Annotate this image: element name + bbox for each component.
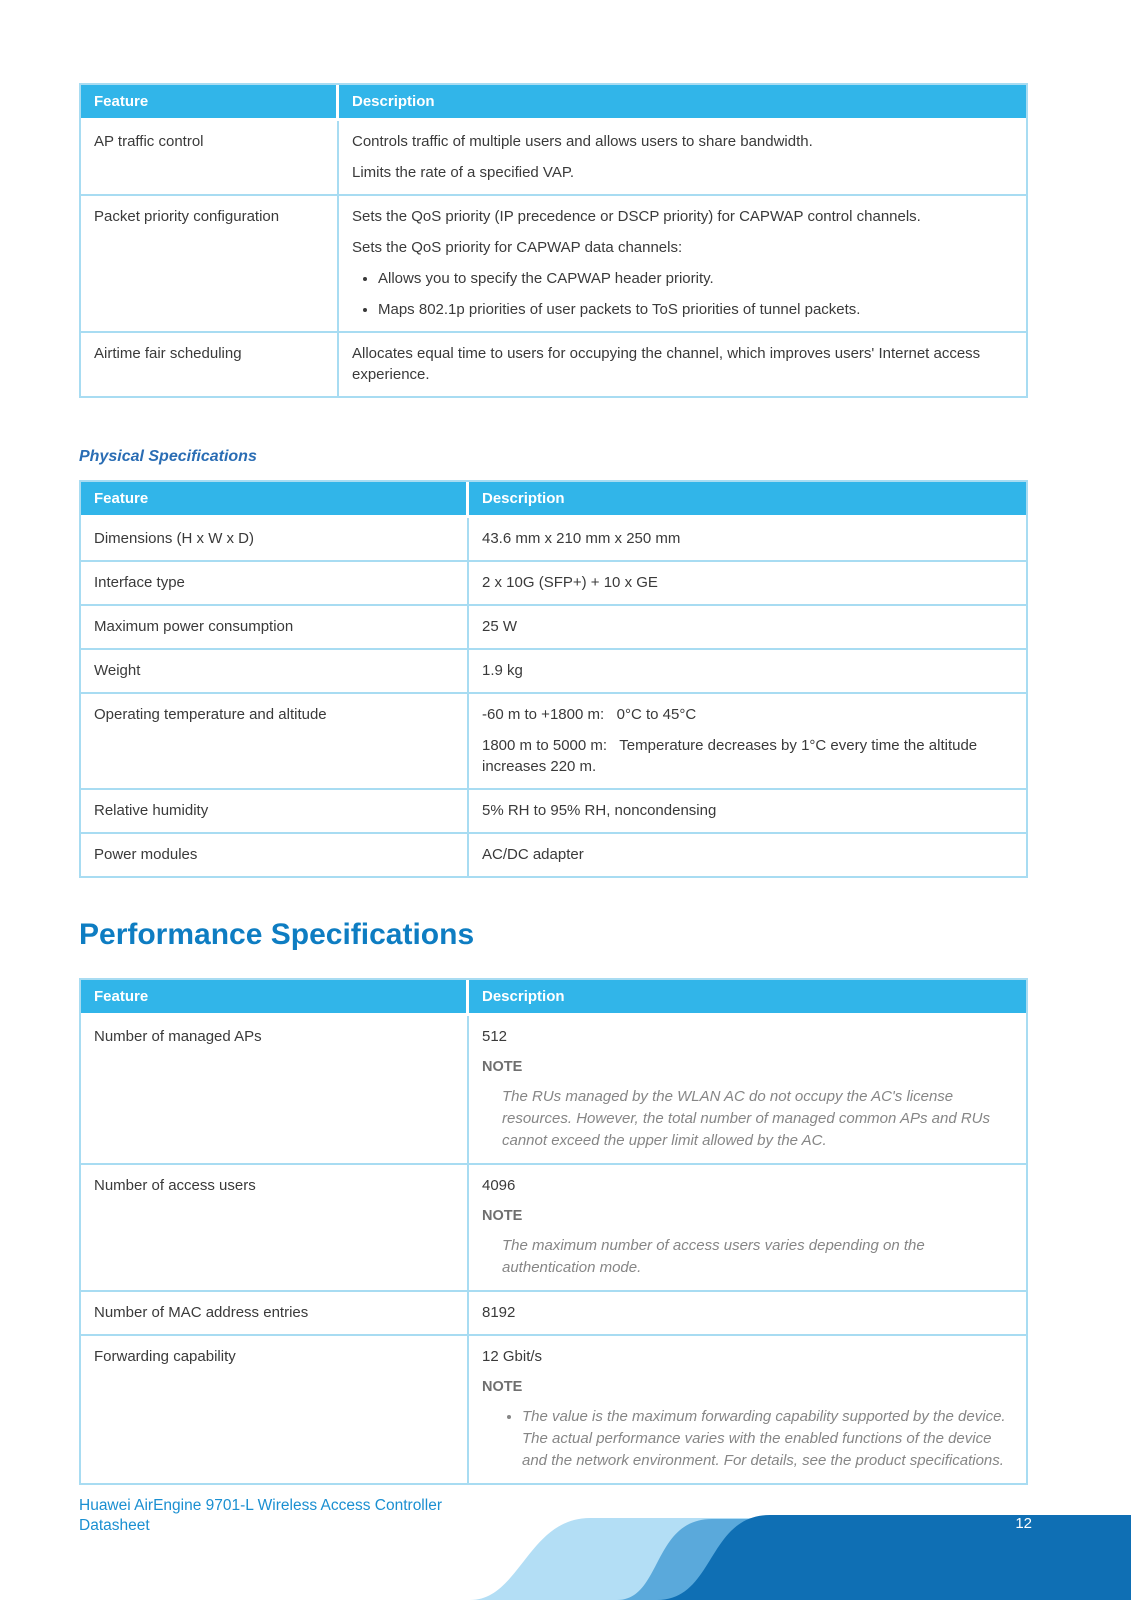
- description-line: 43.6 mm x 210 mm x 250 mm: [482, 530, 681, 547]
- footer-title-line2: Datasheet: [79, 1517, 150, 1534]
- table-row: [81, 121, 1026, 196]
- description-cell: [469, 694, 1026, 790]
- table-row: [81, 333, 1026, 396]
- feature-cell: Number of MAC address entries: [81, 1292, 469, 1336]
- description-cell: [469, 1292, 1026, 1336]
- feature-cell: Relative humidity: [81, 790, 469, 834]
- description-line: 5% RH to 95% RH, noncondensing: [482, 802, 717, 819]
- spec-value: 8192: [482, 1304, 516, 1321]
- qos-feature-table: [79, 83, 1028, 398]
- note-label: NOTE: [482, 1379, 523, 1395]
- description-line: -60 m to +1800 m: 0°C to 45°C: [482, 706, 697, 723]
- feature-cell: AP traffic control: [81, 121, 339, 196]
- description-line: AC/DC adapter: [482, 846, 584, 863]
- note-text: The maximum number of access users varies depending on the authentication mode.: [502, 1237, 925, 1276]
- table-row: [81, 562, 1026, 606]
- page-heading-performance-specifications: Performance Specifications: [79, 918, 475, 951]
- description-cell: [339, 121, 1026, 196]
- spec-value: 512: [482, 1028, 508, 1045]
- description-cell: [469, 518, 1026, 562]
- footer-document-title: [79, 1496, 442, 1536]
- spec-value: 12 Gbit/s: [482, 1348, 543, 1365]
- note-label: NOTE: [482, 1208, 523, 1224]
- description-line: 1.9 kg: [482, 662, 523, 679]
- description-cell: [469, 790, 1026, 834]
- table-row: [81, 518, 1026, 562]
- description-line: Sets the QoS priority (IP precedence or DSCP priority) for CAPWAP control channels.: [352, 208, 921, 225]
- table-row: [81, 694, 1026, 790]
- feature-cell: Airtime fair scheduling: [81, 333, 339, 396]
- feature-cell: Number of access users: [81, 1165, 469, 1292]
- section-heading-physical-specifications: Physical Specifications: [79, 448, 257, 465]
- note-bullet-list: [482, 1406, 1013, 1472]
- description-cell: [339, 333, 1026, 396]
- description-line: 25 W: [482, 618, 518, 635]
- column-header-feature: Feature: [81, 85, 339, 121]
- feature-cell: Operating temperature and altitude: [81, 694, 469, 790]
- feature-cell: Dimensions (H x W x D): [81, 518, 469, 562]
- feature-cell: Number of managed APs: [81, 1016, 469, 1165]
- performance-specifications-table: [79, 978, 1028, 1485]
- description-cell: [469, 1016, 1026, 1165]
- description-cell: [339, 196, 1026, 333]
- column-header-description: Description: [469, 482, 1026, 518]
- description-cell: [469, 1336, 1026, 1483]
- table-row: [81, 606, 1026, 650]
- table-row: [81, 834, 1026, 876]
- description-line: Controls traffic of multiple users and allows users to share bandwidth.: [352, 133, 813, 150]
- column-header-feature: Feature: [81, 482, 469, 518]
- table-row: [81, 790, 1026, 834]
- feature-cell: Power modules: [81, 834, 469, 876]
- description-line: 1800 m to 5000 m: Temperature decreases by 1°C every time the altitude increases 220 m.: [482, 737, 978, 775]
- feature-cell: Interface type: [81, 562, 469, 606]
- description-cell: [469, 650, 1026, 694]
- footer-title-line1: Huawei AirEngine 9701-L Wireless Access Controller: [79, 1497, 442, 1514]
- table-row: [81, 1016, 1026, 1165]
- column-header-description: Description: [469, 980, 1026, 1016]
- description-line: Sets the QoS priority for CAPWAP data channels:: [352, 239, 683, 256]
- table-header-row: [81, 85, 1026, 121]
- table-row: [81, 196, 1026, 333]
- table-header-row: [81, 980, 1026, 1016]
- feature-cell: Weight: [81, 650, 469, 694]
- table-row: [81, 650, 1026, 694]
- physical-specifications-table: [79, 480, 1028, 878]
- table-row: [81, 1165, 1026, 1292]
- description-line: Limits the rate of a specified VAP.: [352, 164, 575, 181]
- spec-value: 4096: [482, 1177, 516, 1194]
- bullet-item: • Maps 802.1p priorities of user packets to ToS priorities of tunnel packets.: [378, 299, 1013, 320]
- table-row: [81, 1292, 1026, 1336]
- description-line: Allocates equal time to users for occupying the channel, which improves users' Internet access experience.: [352, 345, 981, 383]
- note-bullet-item: • The value is the maximum forwarding capability supported by the device. The actual performance varies with the enabled functions of the device and the network environment. For details, see the product specifications.: [522, 1406, 1013, 1472]
- table-header-row: [81, 482, 1026, 518]
- page-number: 12: [1015, 1515, 1032, 1532]
- note-label: NOTE: [482, 1059, 523, 1075]
- description-cell: [469, 606, 1026, 650]
- column-header-feature: Feature: [81, 980, 469, 1016]
- description-cell: [469, 834, 1026, 876]
- feature-cell: Maximum power consumption: [81, 606, 469, 650]
- feature-cell: Packet priority configuration: [81, 196, 339, 333]
- bullet-list: [352, 268, 1013, 320]
- description-line: 2 x 10G (SFP+) + 10 x GE: [482, 574, 658, 591]
- table-row: [81, 1336, 1026, 1483]
- note-text: The RUs managed by the WLAN AC do not occupy the AC's license resources. However, the total number of managed common APs and RUs cannot exceed the upper limit allowed by the AC.: [502, 1088, 991, 1149]
- column-header-description: Description: [339, 85, 1026, 121]
- description-cell: [469, 1165, 1026, 1292]
- description-cell: [469, 562, 1026, 606]
- bullet-item: • Allows you to specify the CAPWAP header priority.: [378, 268, 1013, 289]
- feature-cell: Forwarding capability: [81, 1336, 469, 1483]
